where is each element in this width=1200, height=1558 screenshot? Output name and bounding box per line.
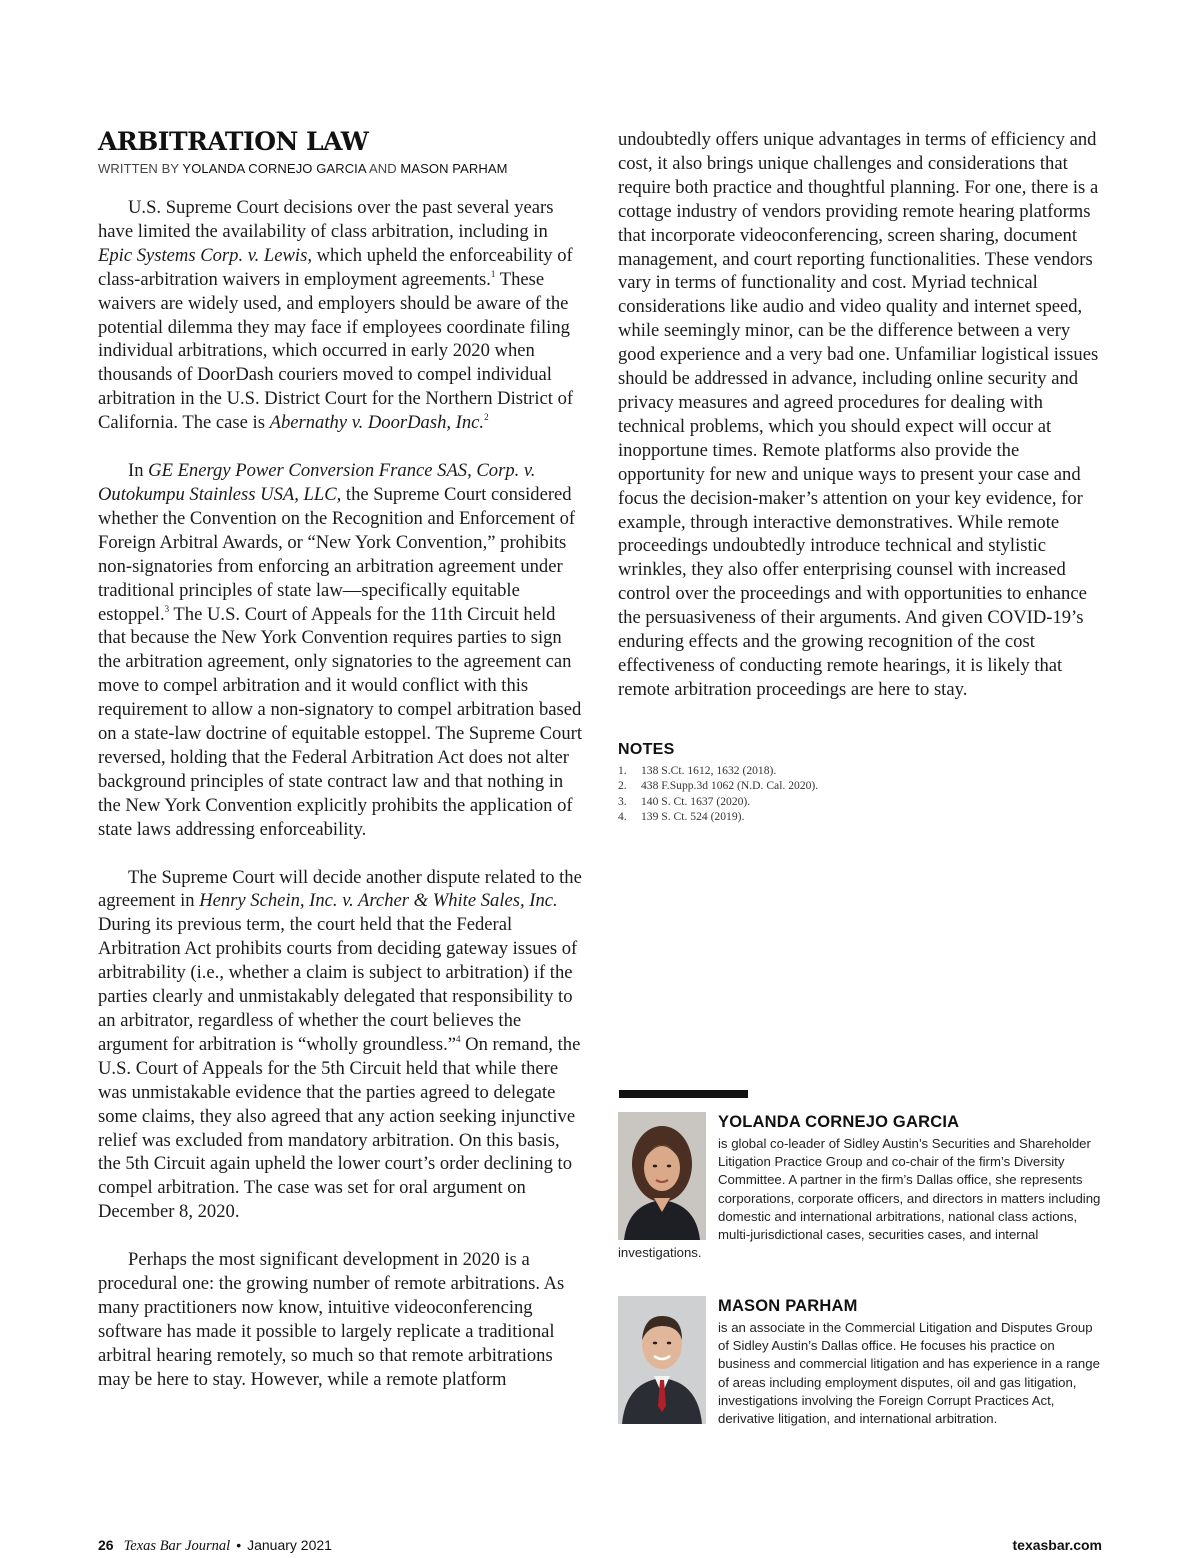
note-number: 1.: [618, 763, 627, 777]
bio-text-parham: is an associate in the Commercial Litigation and Disputes Group of Sidley Austin’s Dallas office. He focuses his practice on business and commercial litigation and has experience in a range of areas including employment disputes, oil and gas litigation, investigations involving the Foreign Corrupt Practices Act, derivative litigation, and international arbitration.: [718, 1320, 1100, 1427]
p2-text-c: The U.S. Court of Appeals for the 11th Circuit held that because the New York Convention requires parties to sign the arbitration agreement, only signatories to the agreement can move to compel arbitration and it would conflict with this requirement to allow a non-signatory to compel arbitration based on a state-law doctrine of equitable estoppel. The Supreme Court reversed, holding that the Federal Arbitration Act does not alter background principles of state contract law and that nothing in the New York Convention explicitly prohibits the application of state laws addressing enforceability.: [98, 603, 582, 840]
case-name-henry-schein: Henry Schein, Inc. v. Archer & White Sales, Inc.: [199, 890, 558, 912]
byline-prefix: WRITTEN BY: [98, 161, 183, 176]
p1-text-a: U.S. Supreme Court decisions over the past several years have limited the availability of class arbitration, including in: [98, 197, 554, 242]
paragraph-2: [98, 459, 586, 842]
note-item: [618, 763, 1104, 778]
article-right-column: [618, 128, 1104, 824]
author-bio-garcia: [618, 1112, 1104, 1262]
note-number: 2.: [618, 779, 627, 793]
note-number: 4.: [618, 809, 627, 823]
p1-text-c: These waivers are widely used, and employers should be aware of the potential dilemma they may face if employees coordinate filing individual arbitrations, which occurred in early 2020 when thousands of DoorDash couriers moved to compel individual arbitration in the U.S. District Court for the Northern District of California. The case is: [98, 268, 574, 434]
portrait-woman-icon: [618, 1112, 706, 1240]
case-name-ge-energy: GE Energy Power Conversion France SAS, Corp. v. Outokumpu Stainless USA, LLC,: [98, 460, 536, 505]
note-item: [618, 778, 1104, 793]
byline-author-2: MASON PARHAM: [400, 161, 508, 176]
p2-text-b: the Supreme Court considered whether the Convention on the Recognition and Enforcement of Foreign Arbitral Awards, or “New York Convention,” prohibits non-signatories from enforcing an arbitration agreement under traditional principles of state law—specifically equitable estoppel.: [98, 483, 576, 625]
p3-text-b: During its previous term, the court held that the Federal Arbitration Act prohibits courts from deciding gateway issues of arbitrability (i.e., whether a claim is subject to arbitration) if the parties clearly and unmistakably delegated that responsibility to an arbitrator, regardless of whether the court believes the argument for arbitration is “wholly groundless.”: [98, 914, 578, 1055]
paragraph-4: Perhaps the most significant development in 2020 is a procedural one: the growing number of remote arbitrations. As many practitioners now know, intuitive videoconferencing software has made it possible to largely replicate a traditional arbitral hearing remotely, so much so that remote arbitrations may be here to stay. However, while a remote platform: [98, 1249, 565, 1390]
note-text: 140 S. Ct. 1637 (2020).: [641, 794, 751, 808]
note-item: [618, 809, 1104, 824]
bio-name-parham: MASON PARHAM: [718, 1297, 858, 1315]
paragraph-5: undoubtedly offers unique advantages in terms of efficiency and cost, it also brings unique challenges and considerations that require both practice and thoughtful planning. For one, there is a cottage industry of vendors providing remote hearing platforms that incorporate videoconferencing, screen sharing, document management, and court reporting functionalities. These vendors vary in terms of functionality and cost. Myriad technical considerations like audio and video quality and internet speed, while seemingly minor, can be the difference between a very good experience and a very bad one. Unfamiliar logistical issues should be addressed in advance, including online security and privacy measures and agreed procedures for dealing with technical problems, which you should expect will occur at inopportune times. Remote platforms also provide the opportunity for new and unique ways to present your case and focus the decision-maker’s attention on your key evidence, for example, through interactive demonstratives. While remote proceedings undoubtedly introduce technical and stylistic wrinkles, they also offer enterprising counsel with increased control over the proceedings and with opportunities to enhance the persuasiveness of their arguments. And given COVID-19’s enduring effects and the growing recognition of the cost effectiveness of conducting remote hearings, it is likely that remote arbitration proceedings are here to stay.: [618, 129, 1099, 700]
footer-website: texasbar.com: [1012, 1537, 1102, 1553]
note-number: 3.: [618, 794, 627, 808]
p1-text-b: which upheld the enforceability of class-arbitration waivers in employment agreements.: [98, 244, 573, 290]
author-photo-garcia: [618, 1112, 706, 1240]
byline-author-1: YOLANDA CORNEJO GARCIA: [182, 161, 366, 176]
article-body-left: [98, 196, 586, 1392]
p2-text-a: In: [128, 460, 149, 482]
author-photo-parham: [618, 1296, 706, 1424]
case-name-abernathy: Abernathy v. DoorDash, Inc.: [269, 412, 485, 434]
case-name-epic: Epic Systems Corp. v. Lewis,: [98, 244, 312, 266]
page-number: 26: [98, 1537, 114, 1553]
p3-text-a: The Supreme Court will decide another dispute related to the agreement in: [98, 866, 582, 912]
bio-name-garcia: YOLANDA CORNEJO GARCIA: [718, 1113, 960, 1131]
note-text: 138 S.Ct. 1612, 1632 (2018).: [641, 763, 777, 777]
footnote-ref-2: 2: [484, 412, 489, 423]
bio-section-rule: [619, 1090, 748, 1098]
portrait-man-icon: [618, 1296, 706, 1424]
issue-date: January 2021: [247, 1537, 332, 1553]
article-left-column: [98, 126, 586, 1392]
article-body-right: [618, 128, 1104, 702]
notes-list: [618, 763, 1104, 825]
notes-heading: NOTES: [618, 740, 675, 758]
paragraph-3: [98, 866, 586, 1225]
note-text: 438 F.Supp.3d 1062 (N.D. Cal. 2020).: [641, 779, 819, 793]
byline-and: AND: [365, 161, 401, 176]
author-bio-parham: [618, 1296, 1104, 1428]
footer-separator: •: [236, 1537, 242, 1553]
footnote-ref-1: 1: [490, 268, 496, 279]
byline: [98, 161, 586, 176]
note-text: 139 S. Ct. 524 (2019).: [641, 809, 745, 823]
note-item: [618, 794, 1104, 809]
footnote-ref-3: 3: [164, 603, 170, 614]
paragraph-1: [98, 196, 586, 435]
bio-text-garcia: is global co-leader of Sidley Austin’s Securities and Shareholder Litigation Practice Group and co-chair of the firm’s Diversity Committee. A partner in the firm’s Dallas office, she represents corporations, corporate officers, and directors in matters including domestic and international arbitrations, national class actions, multi-jurisdictional cases, securities cases, and internal investigations.: [618, 1136, 1101, 1261]
page-footer-left: [98, 1537, 332, 1555]
article-title: ARBITRATION LAW: [98, 127, 369, 156]
publication-name: Texas Bar Journal: [123, 1538, 231, 1554]
footnote-ref-4: 4: [456, 1033, 461, 1044]
p3-text-c: On remand, the U.S. Court of Appeals for the 5th Circuit held that while there was unmistakable evidence that the parties agreed to delegate some claims, they also agreed that any action seeking injunctive relief was excluded from mandatory arbitration. On this basis, the 5th Circuit again upheld the lower court’s order declining to compel arbitration. The case was set for oral argument on December 8, 2020.: [98, 1033, 581, 1223]
